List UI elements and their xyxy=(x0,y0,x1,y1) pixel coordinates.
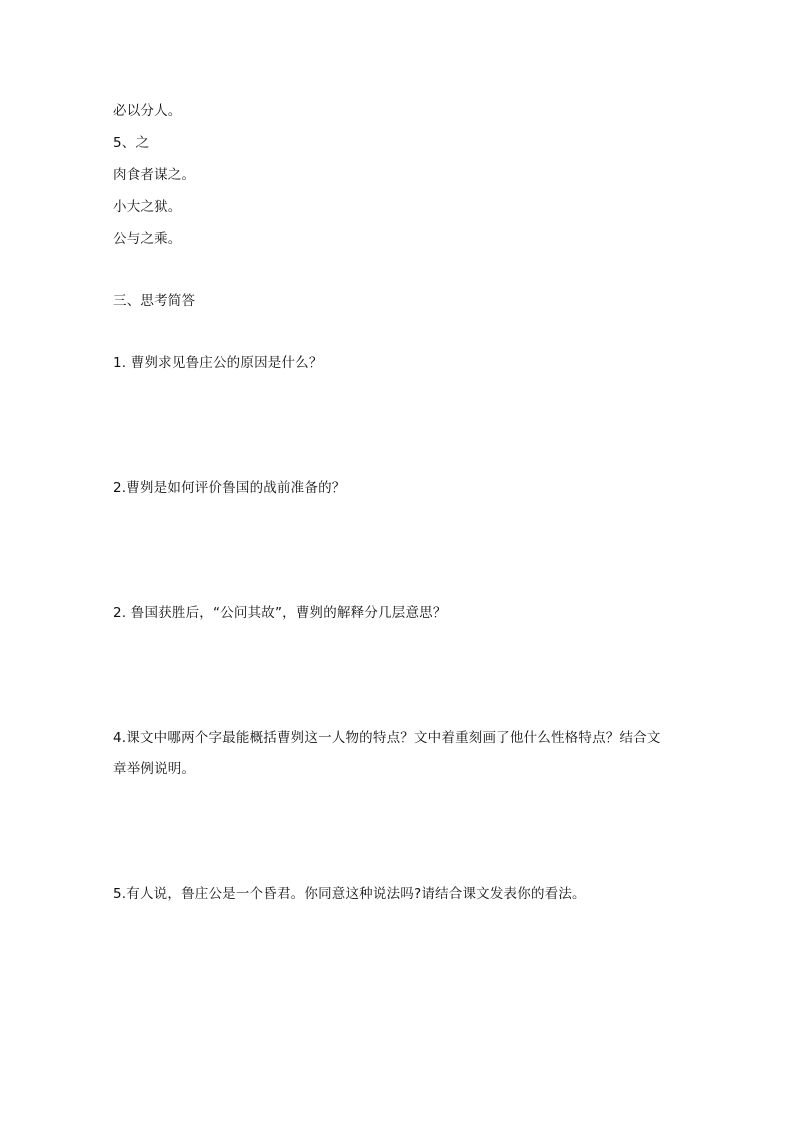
text-line-rou-shi-zhe: 肉食者谋之。 xyxy=(113,167,196,183)
section-heading-si-kao-jian-da: 三、思考简答 xyxy=(113,293,196,309)
question-5: 5.有人说，鲁庄公是一个昏君。你同意这种说法吗?请结合课文发表你的看法。 xyxy=(113,886,586,902)
text-line-xiao-da-zhi-yu: 小大之狱。 xyxy=(113,199,182,215)
heading-item-5-zhi: 5、之 xyxy=(113,135,150,151)
text-line-gong-yu-zhi-cheng: 公与之乘。 xyxy=(113,231,182,247)
question-2: 2.曹刿是如何评价鲁国的战前准备的？ xyxy=(113,480,346,496)
question-3: 2. 鲁国获胜后，“公问其故”，曹刿的解释分几层意思？ xyxy=(113,605,447,621)
text-line-bi-yi-fen-ren: 必以分人。 xyxy=(113,103,182,119)
question-1: 1. 曹刿求见鲁庄公的原因是什么？ xyxy=(113,355,323,371)
question-4-line-2: 章举例说明。 xyxy=(113,761,196,777)
question-4-line-1: 4.课文中哪两个字最能概括曹刿这一人物的特点？文中着重刻画了他什么性格特点？结合文 xyxy=(113,730,661,746)
